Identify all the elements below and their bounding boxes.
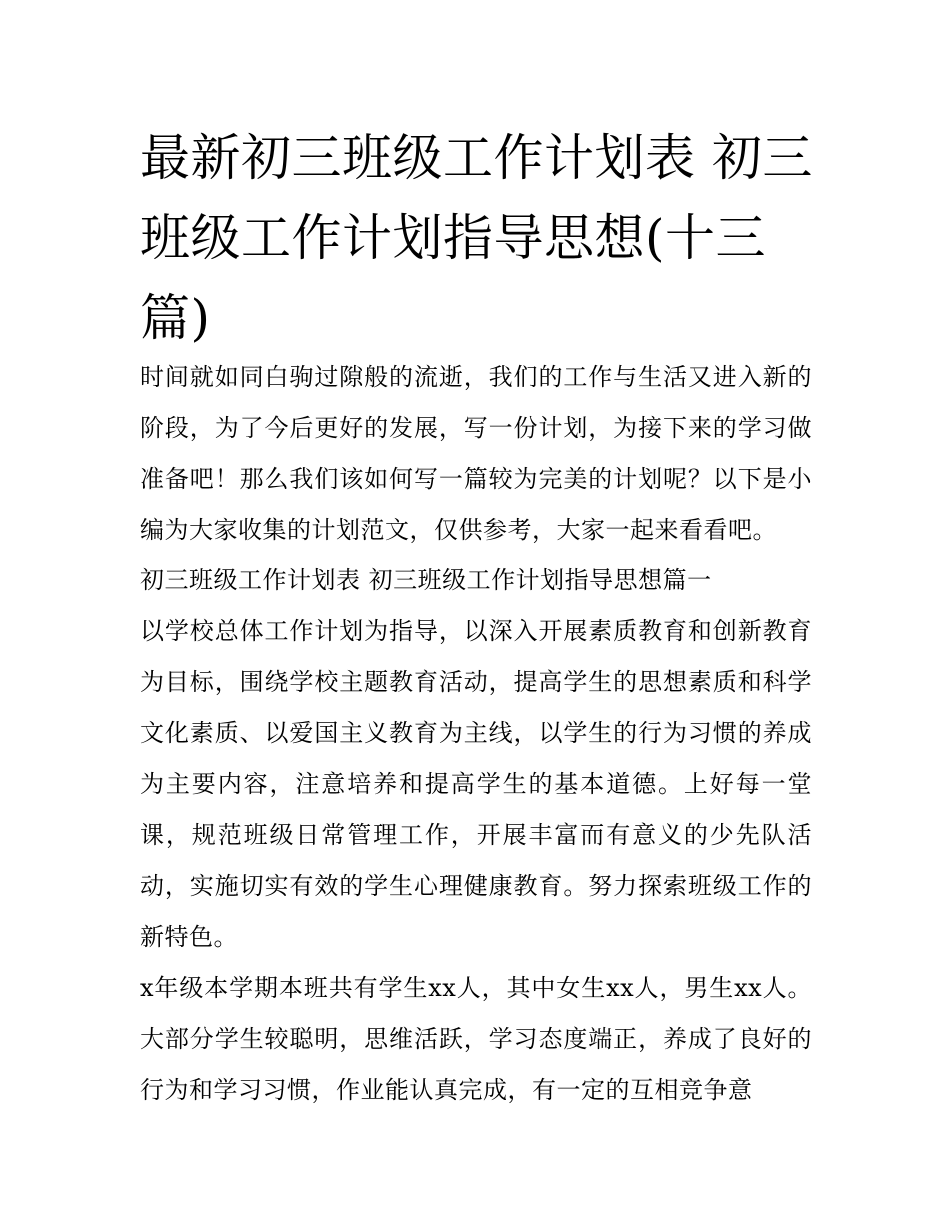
body-paragraph-2: x年级本学期本班共有学生xx人，其中女生xx人，男生xx人。大部分学生较聪明，思维活跃，学习态度端正，养成了良好的行为和学习习惯，作业能认真完成，有一定的互相竞争意 (140, 974, 812, 1104)
section-heading: 初三班级工作计划表 初三班级工作计划指导思想篇一 (140, 566, 712, 594)
document-title: 最新初三班级工作计划表 初三班级工作计划指导思想(十三篇) (140, 129, 813, 347)
intro-paragraph: 时间就如同白驹过隙般的流逝，我们的工作与生活又进入新的阶段，为了今后更好的发展，写一份计划，为接下来的学习做准备吧！那么我们该如何写一篇较为完美的计划呢？以下是小编为大家收集的计划范文，仅供参考，大家一起来看看吧。 (140, 363, 812, 544)
body-paragraph-1: 以学校总体工作计划为指导，以深入开展素质教育和创新教育为目标，围绕学校主题教育活动，提高学生的思想素质和科学文化素质、以爱国主义教育为主线，以学生的行为习惯的养成为主要内容，注意培养和提高学生的基本道德。上好每一堂课，规范班级日常管理工作，开展丰富而有意义的少先队活动，实施切实有效的学生心理健康教育。努力探索班级工作的新特色。 (140, 617, 812, 951)
